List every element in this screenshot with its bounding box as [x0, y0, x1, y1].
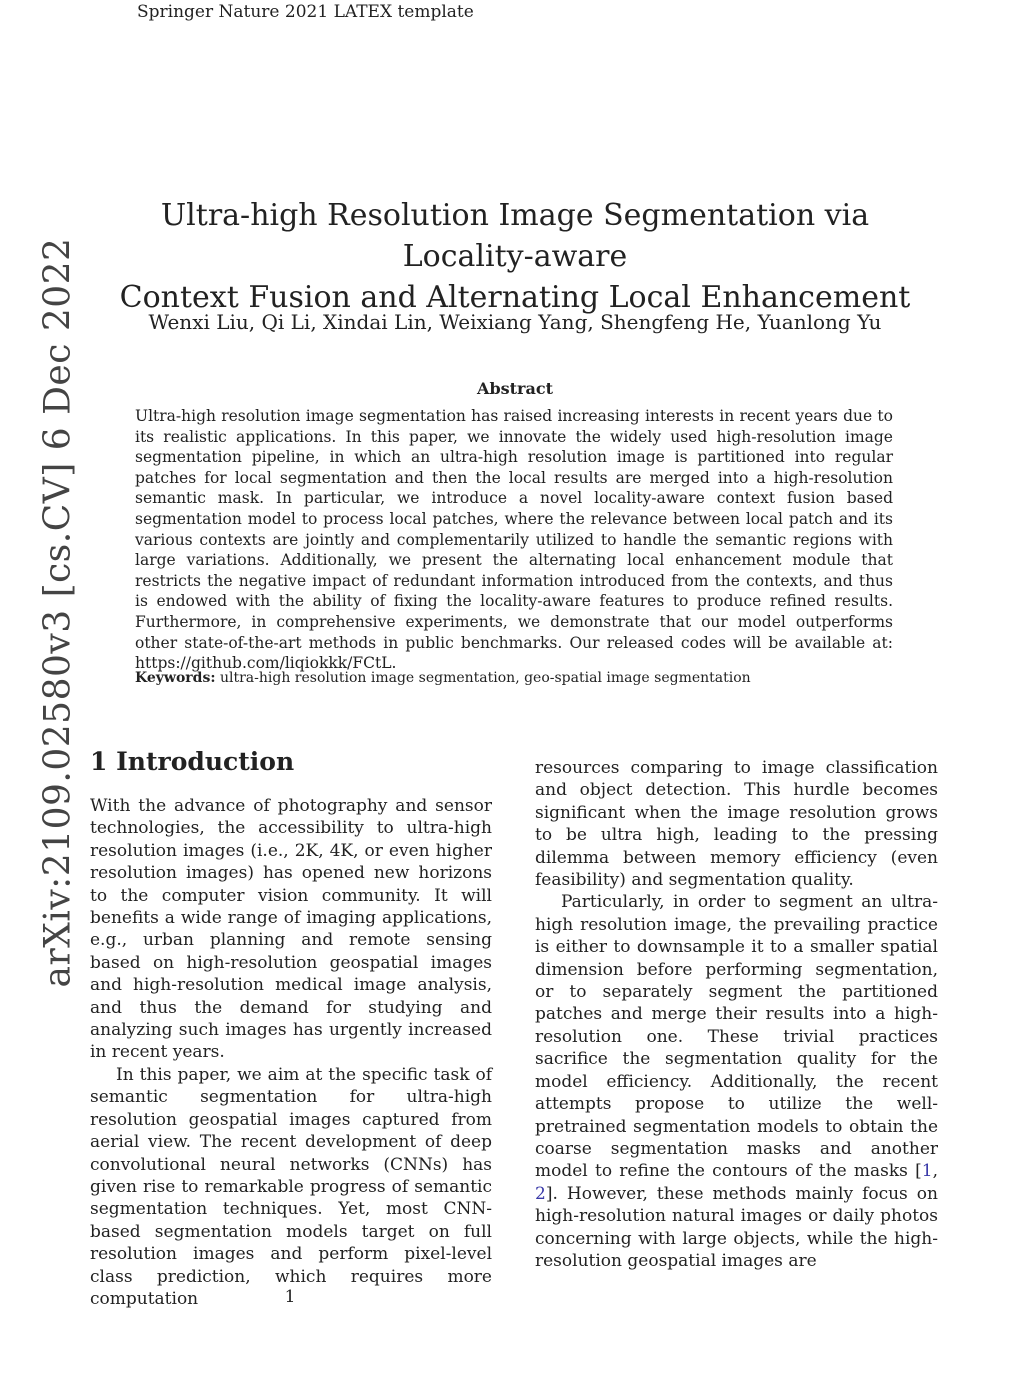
paragraph: resources comparing to image classification and object detection. This hurdle becomes significant when the image resolution grows to be ultra high, leading to the pressing dilemma between memory efficiency (even feasibility) and segmentation quality.	[535, 758, 938, 891]
left-column	[90, 795, 492, 1310]
title-line-1: Ultra-high Resolution Image Segmentation via Locality-aware	[160, 198, 870, 274]
paragraph-text: ]. However, these methods mainly focus on high-resolution natural images or daily photos concerning with large objects, while the high-resolution geospatial images are	[535, 1183, 938, 1271]
section-heading-introduction: 1 Introduction	[90, 747, 295, 776]
keywords-text: ultra-high resolution image segmentation, geo-spatial image segmentation	[219, 670, 751, 686]
page-number: 1	[284, 1287, 296, 1307]
paragraph-text: Particularly, in order to segment an ultra-high resolution image, the prevailing practice is either to downsample it to a smaller spatial dimension before performing segmentation, or to separately segment the partitioned patches and merge their results into a high-resolution one. These trivial practices sacrifice the segmentation quality for the model efficiency. Additionally, the recent attempts propose to utilize the well-pretrained segmentation models to obtain the coarse segmentation masks and another model to refine the contours of the masks [	[535, 892, 938, 1182]
paper-title	[100, 195, 930, 318]
paragraph: In this paper, we aim at the specific task of semantic segmentation for ultra-high resolution geospatial images captured from aerial view. The recent development of deep convolutional neural networks (CNNs) has given rise to remarkable progress of semantic segmentation techniques. Yet, most CNN-based segmentation models target on full resolution images and perform pixel-level class prediction, which requires more computation	[90, 1064, 492, 1309]
paragraph: With the advance of photography and sensor technologies, the accessibility to ultra-high resolution images (i.e., 2K, 4K, or even higher resolution images) has opened new horizons to the computer vision community. It will benefits a wide range of imaging applications, e.g., urban planning and remote sensing based on high-resolution geospatial images and high-resolution medical image analysis, and thus the demand for studying and analyzing such images has urgently increased in recent years.	[90, 796, 492, 1063]
right-column	[535, 757, 938, 1272]
citation-link[interactable]: 2	[535, 1183, 546, 1204]
keywords	[135, 670, 895, 686]
keywords-label: Keywords:	[135, 670, 216, 686]
arxiv-stamp[interactable]: arXiv:2109.02580v3 [cs.CV] 6 Dec 2022	[37, 237, 79, 988]
abstract-body: Ultra-high resolution image segmentation has raised increasing interests in recent years due to its realistic applications. In this paper, we innovate the widely used high-resolution image segmentation pipeline, in which an ultra-high resolution image is partitioned into regular patches for local segmentation and then the local results are merged into a high-resolution semantic mask. In particular, we introduce a novel locality-aware context fusion based segmentation model to process local patches, where the relevance between local patch and its various contexts are jointly and complementarily utilized to handle the semantic regions with large variations. Additionally, we present the alternating local enhancement module that restricts the negative impact of redundant information introduced from the contexts, and thus is endowed with the ability of fixing the locality-aware features to produce refined results. Furthermore, in comprehensive experiments, we demonstrate that our model outperforms other state-of-the-art methods in public benchmarks. Our released codes will be available at: https://github.com/liqiokkk/FCtL.	[135, 407, 893, 673]
running-header: Springer Nature 2021 LATEX template	[137, 2, 474, 22]
paragraph	[535, 891, 938, 1272]
title-line-2: Context Fusion and Alternating Local Enhancement	[119, 280, 911, 315]
abstract-heading: Abstract	[477, 379, 553, 398]
citation-separator: ,	[932, 1161, 938, 1182]
citation-link[interactable]: 1	[921, 1161, 933, 1182]
author-list: Wenxi Liu, Qi Li, Xindai Lin, Weixiang Yang, Shengfeng He, Yuanlong Yu	[148, 310, 882, 334]
